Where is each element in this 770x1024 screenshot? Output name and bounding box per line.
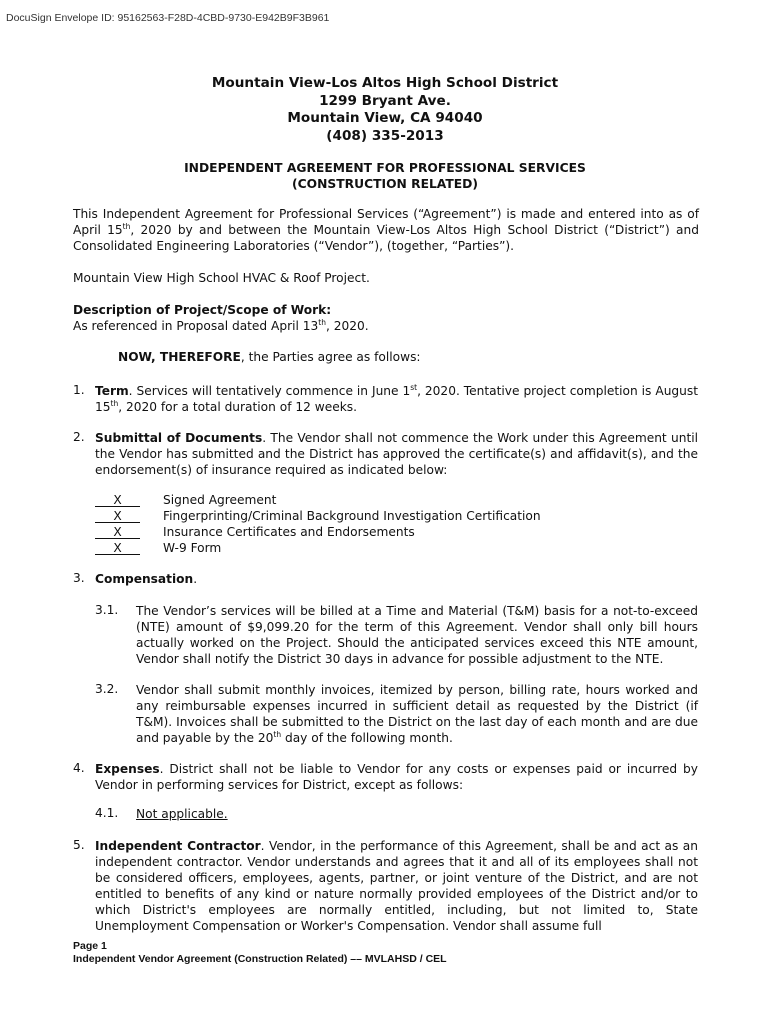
- subsection-3-1-text: The Vendor’s services will be billed at a Time and Material (T&M) basis for a not-to-exceed (NTE) amount of $9,099.20 for the term of this Agreement. Vendor shall only bill hours actually worked on the Project. Should the anticipated services exceed this NTE amount, Vendor shall notify the District 30 days in advance for possible adjustment to the NTE.: [136, 604, 698, 666]
- title-line-1: INDEPENDENT AGREEMENT FOR PROFESSIONAL SERVICES: [184, 161, 586, 175]
- checklist-mark: X: [95, 540, 140, 555]
- checklist-label: Signed Agreement: [163, 493, 277, 507]
- expenses-section: [95, 761, 698, 793]
- subsection-4-1-number: 4.1.: [95, 806, 119, 820]
- contractor-heading: Independent Contractor: [95, 839, 261, 853]
- now-therefore: [118, 349, 698, 365]
- checklist-label: W-9 Form: [163, 541, 222, 555]
- subsection-3-2-number: 3.2.: [95, 682, 119, 696]
- term-text-3: , 2020 for a total duration of 12 weeks.: [118, 400, 357, 414]
- scope-sup: th: [318, 317, 326, 327]
- now-therefore-rest: , the Parties agree as follows:: [240, 350, 421, 364]
- scope-text-1: As referenced in Proposal dated April 13: [73, 319, 319, 333]
- scope-text-2: , 2020.: [326, 319, 369, 333]
- subsection-4-1-text: Not applicable.: [136, 807, 228, 821]
- submittal-heading: Submittal of Documents: [95, 431, 263, 445]
- intro-text-2: , 2020 by and between the Mountain View-Los Altos High School District (“District”) and Consolidated Engineering Laboratories (“Vendor”), (together, “Parties”).: [73, 223, 699, 253]
- expenses-text: . District shall not be liable to Vendor for any costs or expenses paid or incurred by Vendor in performing services for District, except as follows:: [95, 762, 698, 792]
- term-section: [95, 383, 698, 415]
- page-footer: [73, 940, 447, 966]
- submittal-number: 2.: [73, 430, 85, 444]
- title-line-2: (CONSTRUCTION RELATED): [292, 177, 478, 191]
- compensation-number: 3.: [73, 571, 85, 585]
- checklist-label: Insurance Certificates and Endorsements: [163, 525, 415, 539]
- district-city: Mountain View, CA 94040: [287, 110, 483, 126]
- term-number: 1.: [73, 383, 85, 397]
- intro-sup: th: [122, 221, 131, 231]
- project-name: Mountain View High School HVAC & Roof Project.: [73, 271, 370, 285]
- compensation-section: [95, 571, 698, 587]
- contractor-section: [95, 838, 698, 934]
- letterhead: [0, 75, 770, 145]
- checklist-mark: X: [95, 492, 140, 507]
- subsection-3-2-sup: th: [273, 729, 282, 739]
- subsection-3-2-text-1: Vendor shall submit monthly invoices, itemized by person, billing rate, hours worked and any reimbursable expenses incurred in sufficient detail as requested by the District (if T&M). Invoices shall be submitted to the District on the last day of each month and are due and payable by the 20: [136, 683, 698, 745]
- checklist-label: Fingerprinting/Criminal Background Investigation Certification: [163, 509, 541, 523]
- subsection-3-2-text-2: day of the following month.: [281, 731, 453, 745]
- footer-document-name: Independent Vendor Agreement (Construction Related) –– MVLAHSD / CEL: [73, 953, 447, 965]
- subsection-3-2: [136, 682, 698, 746]
- expenses-heading: Expenses: [95, 762, 160, 776]
- compensation-tail: .: [193, 572, 198, 586]
- docusign-envelope-id: DocuSign Envelope ID: 95162563-F28D-4CBD-9730-E942B9F3B961: [6, 12, 330, 24]
- scope-heading: Description of Project/Scope of Work:: [73, 303, 332, 317]
- intro-paragraph: [73, 206, 699, 254]
- contractor-number: 5.: [73, 838, 85, 852]
- scope-section: [73, 302, 699, 334]
- term-text-2: , 2020. Tentative project completion is August 15: [95, 384, 699, 414]
- submittal-text: . The Vendor shall not commence the Work under this Agreement until the Vendor has submitted and the District has approved the certificate(s) and affidavit(s), and the endorsement(s) of insurance required as indicated below:: [95, 431, 698, 477]
- subsection-3-1-number: 3.1.: [95, 603, 119, 617]
- checklist-mark: X: [95, 524, 140, 539]
- expenses-number: 4.: [73, 761, 85, 775]
- term-text-1: . Services will tentatively commence in June 1: [128, 384, 411, 398]
- term-sup-1: st: [410, 382, 418, 392]
- checklist-mark: X: [95, 508, 140, 523]
- term-sup-2: th: [110, 398, 119, 408]
- contractor-text: . Vendor, in the performance of this Agreement, shall be and act as an independent contractor. Vendor understands and agrees that it and all of its employees shall not be considered officers, employees, agents, partner, or joint venture of the District, and are not entitled to benefits of any kind or nature normally provided employees of the District and/or to which District's employees are normally entitled, including, but not limited to, State Unemployment Compensation or Worker's Compensation. Vendor shall assume full: [95, 839, 698, 933]
- compensation-heading: Compensation: [95, 572, 194, 586]
- page-number: Page 1: [73, 940, 107, 952]
- term-heading: Term: [95, 384, 129, 398]
- district-street: 1299 Bryant Ave.: [319, 92, 451, 109]
- submittal-section: [95, 430, 698, 478]
- district-phone: (408) 335-2013: [326, 127, 444, 144]
- intro-text-1: This Independent Agreement for Professional Services (“Agreement”) is made and entered into as of April 15: [73, 207, 699, 237]
- now-therefore-bold: NOW, THEREFORE: [118, 350, 241, 364]
- district-name: Mountain View-Los Altos High School District: [211, 75, 559, 91]
- agreement-title: [0, 160, 770, 192]
- scope-text: [73, 318, 699, 334]
